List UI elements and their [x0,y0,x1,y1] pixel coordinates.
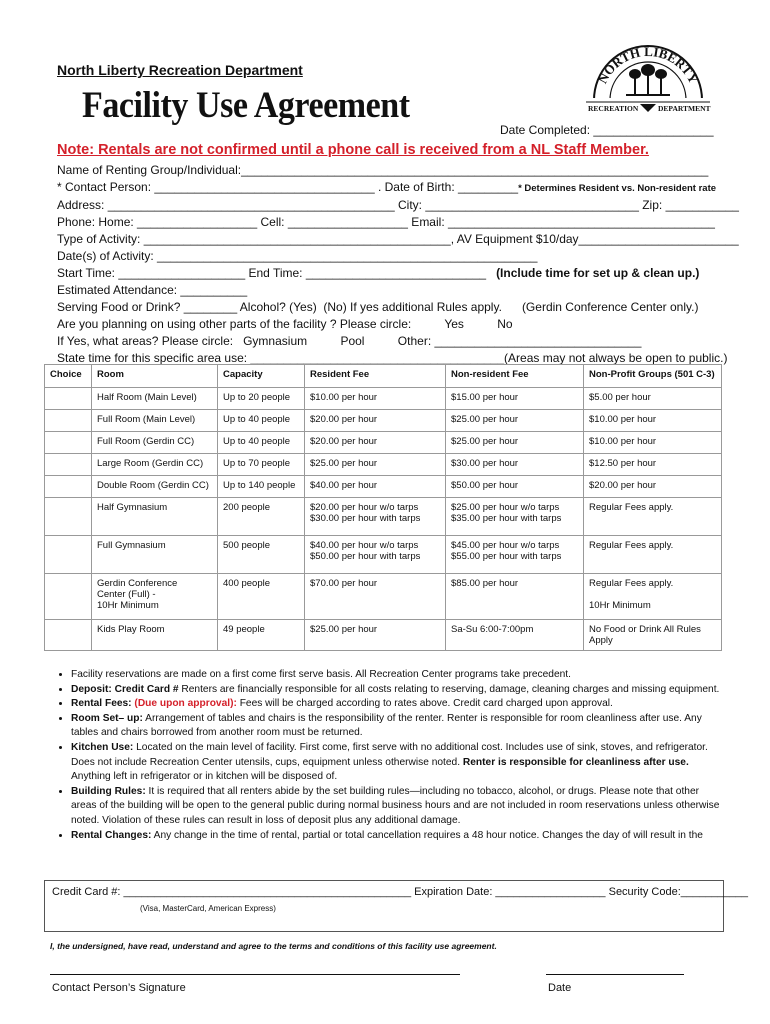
room-cell: Full Room (Gerdin CC) [92,432,218,454]
rule-item [71,668,722,683]
nonresident-fee-cell: $45.00 per hour w/o tarps $55.00 per hour with tarps [446,536,584,574]
resident-fee-cell: $25.00 per hour [305,620,446,651]
signature-label: Contact Person’s Signature [52,982,186,994]
choice-cell[interactable] [45,620,92,651]
choice-cell[interactable] [45,536,92,574]
rule-item [71,697,722,712]
areas-choice-field[interactable]: If Yes, what areas? Please circle: Gymnasium Pool Other: _______________________________ [57,334,642,348]
nonprofit-fee-cell: $12.50 per hour [584,454,722,476]
rates-table [44,364,722,651]
nonresident-fee-cell: $30.00 per hour [446,454,584,476]
rule-lead: Kitchen Use: [71,741,134,753]
capacity-cell: 500 people [218,536,305,574]
attendance-field[interactable]: Estimated Attendance: __________ [57,283,248,297]
signature-date-line[interactable] [546,974,684,975]
nonresident-fee-cell: Sa-Su 6:00-7:00pm [446,620,584,651]
capacity-cell: Up to 70 people [218,454,305,476]
nonresident-fee-cell: $25.00 per hour w/o tarps $35.00 per hour with tarps [446,498,584,536]
capacity-cell: Up to 20 people [218,388,305,410]
address-field[interactable]: Address: ___________________________________________ City: ________________________________ Zip: ___________ [57,198,739,212]
capacity-cell: 49 people [218,620,305,651]
rule-lead: Rental Changes: [71,829,152,841]
table-row [45,476,722,498]
department-name: North Liberty Recreation Department [57,62,303,78]
card-types-note: (Visa, MasterCard, American Express) [140,904,276,913]
food-drink-field[interactable]: Serving Food or Drink? ________ Alcohol? (Yes) (No) If yes additional Rules apply. (Gerdin Conference Center only.) [57,300,699,314]
nonprofit-fee-cell: Regular Fees apply. 10Hr Minimum [584,574,722,620]
rule-text: Located on the main level of facility. First come, first serve with no additional cost. Includes use of sink, stoves, and refrigerator. Does not include Recreation Center utensils, cups, equipment unless otherwise noted. [71,741,708,768]
rental-note: Note: Rentals are not confirmed until a phone call is received from a NL Staff Member. [57,142,649,158]
capacity-cell: Up to 40 people [218,432,305,454]
rule-text: Any change in the time of rental, partial or total cancellation requires a 48 hour notice. Changes the day of will result in the [151,829,703,841]
nonprofit-fee-cell: $10.00 per hour [584,410,722,432]
date-completed-field[interactable]: Date Completed: __________________ [500,123,714,137]
page-title: Facility Use Agreement [82,85,410,126]
rule-text: It is required that all renters abide by the set building rules—including no tobacco, alcohol, or drugs. Please note that other areas of the building will be open to the general public during normal business hours and are not included in room reservations unless otherwise noted. Violation of these rules can result in loss of deposit plus any additional damage. [71,785,720,826]
nonresident-fee-cell: $85.00 per hour [446,574,584,620]
header-nonprofit: Non-Profit Groups (501 C-3) [584,365,722,388]
capacity-cell: Up to 40 people [218,410,305,432]
renting-group-field[interactable]: Name of Renting Group/Individual:______________________________________________________________________ [57,163,709,177]
nonresident-fee-cell: $25.00 per hour [446,410,584,432]
nonprofit-fee-cell: $20.00 per hour [584,476,722,498]
activity-dates-field[interactable]: Date(s) of Activity: _________________________________________________________ [57,249,538,263]
rule-item [71,683,722,698]
other-areas-field[interactable]: Are you planning on using other parts of the facility ? Please circle: Yes No [57,317,513,331]
rule-text: Facility reservations are made on a first come first serve basis. All Recreation Center programs take precedent. [71,669,571,680]
capacity-cell: 200 people [218,498,305,536]
resident-fee-cell: $20.00 per hour [305,432,446,454]
nonresident-fee-cell: $15.00 per hour [446,388,584,410]
room-cell: Full Gymnasium [92,536,218,574]
room-cell: Gerdin Conference Center (Full) - 10Hr Minimum [92,574,218,620]
header-room: Room [92,365,218,388]
choice-cell[interactable] [45,476,92,498]
time-field[interactable]: Start Time: ___________________ End Time: ___________________________ (Include time for set up & clean up.) [57,266,700,280]
room-cell: Half Gymnasium [92,498,218,536]
room-cell: Double Room (Gerdin CC) [92,476,218,498]
rule-text: Renters are financially responsible for all costs relating to reserving, damage, cleaning charges and missing equipment. [178,683,720,695]
resident-fee-cell: $10.00 per hour [305,388,446,410]
resident-fee-cell: $40.00 per hour [305,476,446,498]
table-row [45,620,722,651]
table-row [45,574,722,620]
header-resident-fee: Resident Fee [305,365,446,388]
room-cell: Half Room (Main Level) [92,388,218,410]
setup-note: (Include time for set up & clean up.) [496,266,700,280]
resident-fee-cell: $20.00 per hour w/o tarps $30.00 per hour with tarps [305,498,446,536]
credit-card-field[interactable]: Credit Card #: _______________________________________________ Expiration Date: __________________ Security Code:___________ [52,886,749,898]
logo-left-text: RECREATION [588,104,639,113]
area-time-field[interactable]: State time for this specific area use: ______________________________________(Areas may not always be open to public.) [57,351,728,365]
room-cell: Full Room (Main Level) [92,410,218,432]
header-choice: Choice [45,365,92,388]
logo-arc-text: NORTH LIBERTY [594,43,702,86]
choice-cell[interactable] [45,410,92,432]
room-cell: Kids Play Room [92,620,218,651]
table-header-row [45,365,722,388]
rule-text-after: Anything left in refrigerator or in kitchen will be disposed of. [71,771,338,783]
signature-line[interactable] [50,974,460,975]
choice-cell[interactable] [45,454,92,476]
capacity-cell: 400 people [218,574,305,620]
rule-item [71,741,722,785]
rule-text: Fees will be charged according to rates above. Credit card charged upon approval. [236,698,613,710]
table-row [45,432,722,454]
resident-fee-cell: $25.00 per hour [305,454,446,476]
table-row [45,536,722,574]
activity-type-field[interactable]: Type of Activity: ______________________________________________, AV Equipment $10/day________________________ [57,232,739,246]
nonprofit-fee-cell: $10.00 per hour [584,432,722,454]
nonresident-fee-cell: $50.00 per hour [446,476,584,498]
resident-fee-cell: $20.00 per hour [305,410,446,432]
header-nonresident-fee: Non-resident Fee [446,365,584,388]
resident-fee-cell: $70.00 per hour [305,574,446,620]
north-liberty-logo [584,42,712,114]
contact-person-field[interactable]: * Contact Person: _________________________________ . Date of Birth: _________* Determines Resident vs. Non-resident rate [57,180,717,194]
rule-item [71,712,722,741]
nonprofit-fee-cell: Regular Fees apply. [584,498,722,536]
table-row [45,498,722,536]
table-row [45,454,722,476]
rule-lead-highlight: (Due upon approval): [134,698,237,710]
rule-lead: Room Set– up: [71,712,143,724]
choice-cell[interactable] [45,432,92,454]
nonprofit-fee-cell: Regular Fees apply. [584,536,722,574]
rule-text: Arrangement of tables and chairs is the responsibility of the renter. Renter is responsible for room cleanliness after use. Any tables and chairs borrowed from another room must be returned. [71,712,702,739]
rule-lead: Rental Fees: [71,698,135,710]
logo-right-text: DEPARTMENT [658,104,711,113]
choice-cell[interactable] [45,498,92,536]
header-capacity: Capacity [218,365,305,388]
rule-lead: Deposit: Credit Card # [71,683,179,695]
rule-item [71,785,722,829]
nonresident-fee-cell: $25.00 per hour [446,432,584,454]
nonprofit-fee-cell: $5.00 per hour [584,388,722,410]
resident-fee-cell: $40.00 per hour w/o tarps $50.00 per hour with tarps [305,536,446,574]
rule-lead: Building Rules: [71,785,146,797]
nonprofit-fee-cell: No Food or Drink All Rules Apply [584,620,722,651]
agreement-statement: I, the undersigned, have read, understand and agree to the terms and conditions of this facility use agreement. [50,941,497,951]
rules-list [50,668,722,843]
table-row [45,388,722,410]
rule-emphasis: Renter is responsible for cleanliness after use. [462,756,689,768]
renter-form [57,162,739,367]
date-label: Date [548,982,572,994]
gerdin-note: (Gerdin Conference Center only.) [521,300,699,314]
resident-rate-note: * Determines Resident vs. Non-resident rate [518,183,717,194]
choice-cell[interactable] [45,574,92,620]
choice-cell[interactable] [45,388,92,410]
capacity-cell: Up to 140 people [218,476,305,498]
table-row [45,410,722,432]
room-cell: Large Room (Gerdin CC) [92,454,218,476]
rule-item [71,829,722,844]
phone-field[interactable]: Phone: Home: __________________ Cell: __________________ Email: ________________________________________ [57,215,715,229]
